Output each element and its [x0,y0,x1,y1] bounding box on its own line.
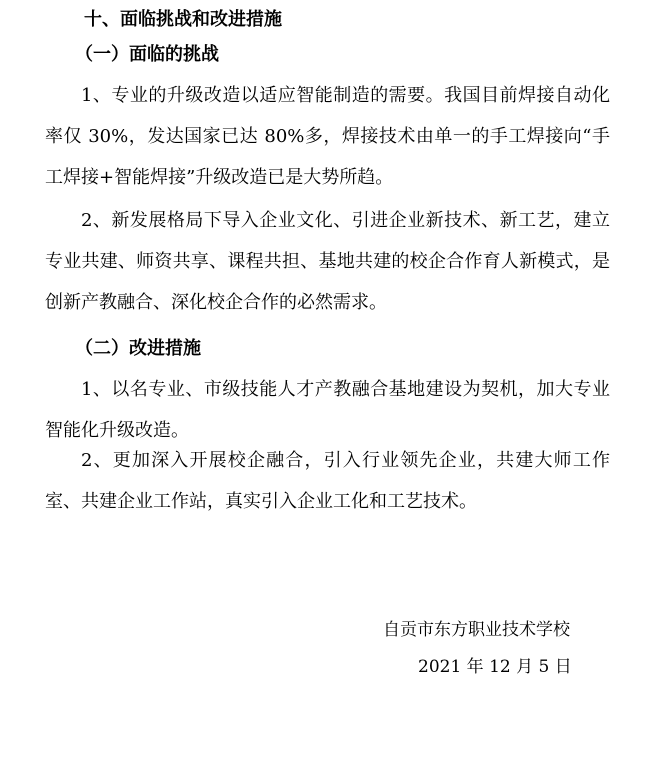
improvement-paragraph-2: 2、更加深入开展校企融合，引入行业领先企业，共建大师工作室、共建企业工作站，真实引入企业工化和工艺技术。 [45,450,610,512]
signature-date: 2021 年 12 月 5 日 [418,657,572,677]
section-title: 十、面临挑战和改进措施 [84,9,282,30]
subsection-title-challenges: （一）面临的挑战 [75,44,219,65]
subsection-title-improvements: （二）改进措施 [75,338,201,359]
improvement-paragraph-1: 1、以名专业、市级技能人才产教融合基地建设为契机，加大专业智能化升级改造。 [45,379,610,441]
challenge-paragraph-1: 1、专业的升级改造以适应智能制造的需要。我国目前焊接自动化率仅 30%，发达国家已达 80%多，焊接技术由单一的手工焊接向“手工焊接+智能焊接”升级改造已是大势所趋。 [45,85,610,188]
signature-organization: 自贡市东方职业技术学校 [383,620,570,640]
challenge-paragraph-2: 2、新发展格局下导入企业文化、引进企业新技术、新工艺，建立专业共建、师资共享、课程共担、基地共建的校企合作育人新模式，是创新产教融合、深化校企合作的必然需求。 [45,210,610,313]
